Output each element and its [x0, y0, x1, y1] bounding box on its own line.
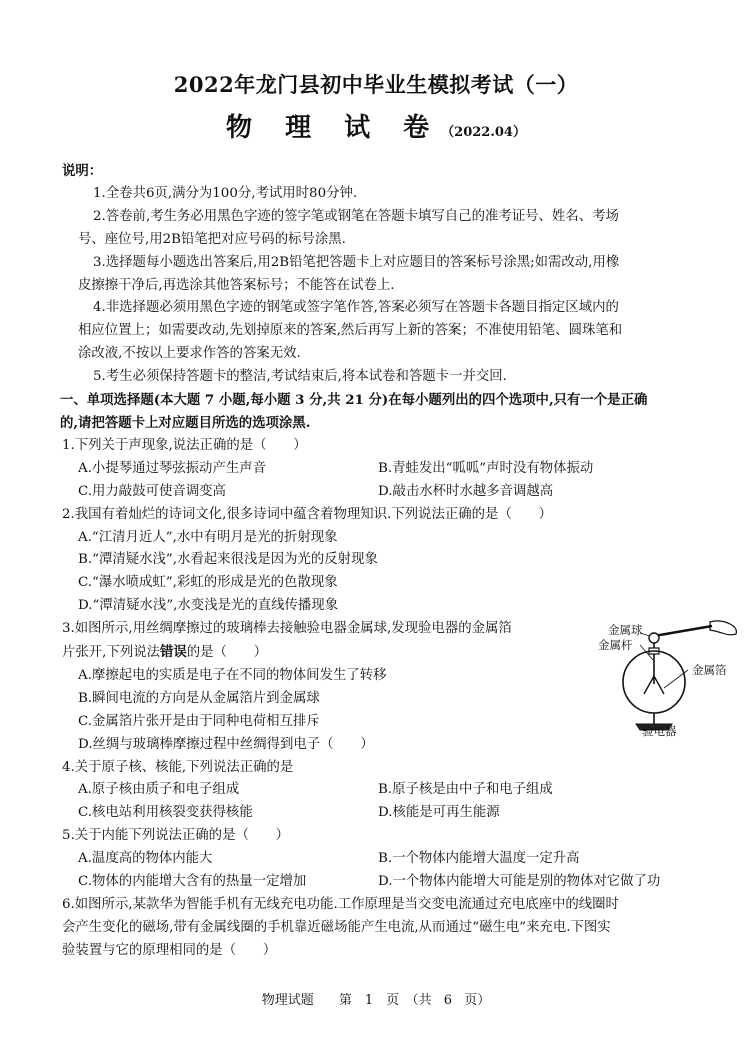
question-6-stem-cont: 会产生变化的磁场,带有金属线圈的手机靠近磁场能产生电流,从而通过“磁生电”来充电.下图实	[62, 919, 611, 935]
electroscope-figure	[592, 620, 752, 742]
instruction-line: 相应位置上；如需要改动,先划掉原来的答案,然后再写上新的答案；不准使用铅笔、圆珠笔和	[78, 323, 623, 339]
option-a: A.原子核由质子和电子组成	[78, 782, 240, 798]
label-metal-foil: 金属箔	[692, 663, 727, 677]
question-5-stem: 5.关于内能下列说法正确的是（ ）	[62, 828, 290, 844]
instruction-line: 3.选择题每小题选出答案后,用2B铅笔把答题卡上对应题目的答案标号涂黑;如需改动,用橡	[93, 254, 620, 270]
option-c: C.用力敲鼓可使音调变高	[78, 483, 226, 499]
stem-emphasis: 错误	[160, 644, 187, 661]
option-b: B.一个物体内能增大温度一定升高	[378, 851, 580, 867]
question-4-options-row	[62, 779, 738, 802]
question-6-stem-cont: 验装置与它的原理相同的是（ ）	[62, 942, 277, 958]
option-d: D.丝绸与玻璃棒摩擦过程中丝绸得到电子（ ）	[78, 736, 374, 752]
instruction-line: 涂改液,不按以上要求作答的答案无效.	[78, 346, 301, 362]
exam-body	[62, 160, 738, 963]
option-a: A.“江清月近人”,水中有明月是光的折射现象	[78, 529, 338, 545]
subject-title	[0, 113, 752, 145]
question-5-options-row	[62, 871, 738, 894]
question-2-stem: 2.我国有着灿烂的诗词文化,很多诗词中蕴含着物理知识.下列说法正确的是（ ）	[62, 506, 552, 522]
option-a: A.小提琴通过琴弦振动产生声音	[78, 460, 267, 476]
option-d: D.一个物体内能增大可能是别的物体对它做了功	[378, 874, 661, 890]
label-electroscope: 验电器	[642, 724, 677, 738]
option-d: D.敲击水杯时水越多音调越高	[378, 483, 554, 499]
question-1-stem: 1.下列关于声现象,说法正确的是（ ）	[62, 437, 307, 453]
option-c: C.金属箔片张开是由于同种电荷相互排斥	[78, 713, 320, 729]
instructions-label: 说明：	[62, 163, 103, 179]
option-c: C.核电站利用核裂变获得核能	[78, 805, 253, 821]
option-a: A.温度高的物体内能大	[78, 851, 213, 867]
instruction-line: 5.考生必须保持答题卡的整洁,考试结束后,将本试卷和答题卡一并交回.	[93, 369, 507, 385]
section-one-heading: 一、单项选择题(本大题 7 小题,每小题 3 分,共 21 分)在每小题列出的四个选项中,只有一个是正确	[60, 392, 648, 409]
label-metal-rod: 金属杆	[598, 638, 633, 652]
stem-text: 片张开,下列说法	[62, 645, 160, 661]
option-b: B.原子核是由中子和电子组成	[378, 782, 553, 798]
exam-title: 2022年龙门县初中毕业生模拟考试（一）	[173, 72, 579, 97]
instruction-line: 4.非选择题必须用黑色字迹的钢笔或签字笔作答,答案必须写在答题卡各题目指定区域内的	[93, 300, 619, 316]
instruction-line: 1.全卷共6页,满分为100分,考试用时80分钟.	[93, 185, 358, 201]
section-one-heading-cont: 的,请把答题卡上对应题目所选的选项涂黑.	[60, 414, 311, 431]
option-b: B.瞬间电流的方向是从金属箔片到金属球	[78, 690, 320, 706]
question-4-stem: 4.关于原子核、核能,下列说法正确的是	[62, 759, 294, 775]
instruction-line: 皮擦擦干净后,再选涂其他答案标号；不能答在试卷上.	[78, 277, 395, 293]
option-b: B.“潭清疑水浅”,水看起来很浅是因为光的反射现象	[78, 552, 378, 568]
question-6-stem: 6.如图所示,某款华为智能手机有无线充电功能.工作原理是当交变电流通过充电底座中的线圈时	[62, 897, 619, 912]
instruction-line: 号、座位号,用2B铅笔把对应号码的标号涂黑.	[78, 231, 346, 247]
subject-name: 物 理 试 卷	[226, 113, 442, 143]
option-d: D.“潭清疑水浅”,水变浅是光的直线传播现象	[78, 598, 339, 614]
option-b: B.青蛙发出“呱呱”声时没有物体振动	[378, 460, 594, 476]
question-3-stem: 3.如图所示,用丝绸摩擦过的玻璃棒去接触验电器金属球,发现验电器的金属箔	[62, 621, 512, 637]
question-1-options-row	[62, 458, 738, 481]
stem-text: 的是（ ）	[186, 645, 268, 661]
option-c: C.“瀑水喷成虹”,彩虹的形成是光的色散现象	[78, 575, 338, 591]
label-metal-ball: 金属球	[608, 623, 643, 637]
question-1-options-row	[62, 481, 738, 504]
exam-date: （2022.04）	[441, 125, 526, 140]
option-c: C.物体的内能增大含有的热量一定增加	[78, 874, 307, 890]
question-4-options-row	[62, 802, 738, 825]
instruction-line: 2.答卷前,考生务必用黑色字迹的签字笔或钢笔在答题卡填写自己的准考证号、姓名、考场	[93, 208, 619, 224]
option-a: A.摩擦起电的实质是电子在不同的物体间发生了转移	[78, 667, 387, 683]
question-5-options-row	[62, 848, 738, 871]
page-footer: 物理试题 第 1 页 （共 6 页）	[261, 993, 491, 1008]
option-d: D.核能是可再生能源	[378, 805, 500, 821]
